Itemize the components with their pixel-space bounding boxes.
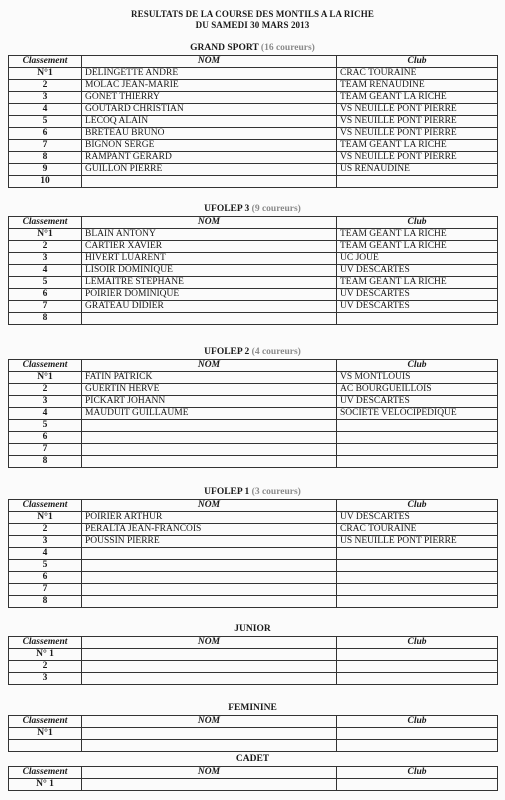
table-row <box>9 372 498 384</box>
results-table <box>8 216 498 325</box>
rank-cell: 2 <box>9 241 82 253</box>
table-row <box>9 277 498 289</box>
rank-cell: 2 <box>9 80 82 92</box>
table-row <box>9 80 498 92</box>
section-name: UFOLEP 3 <box>204 204 250 214</box>
rank-cell: 2 <box>9 384 82 396</box>
rider-name-cell <box>82 584 337 596</box>
rank-cell: 7 <box>9 140 82 152</box>
rider-name-cell: RAMPANT GERARD <box>82 152 337 164</box>
section-title <box>8 624 497 635</box>
club-cell: TEAM GEANT LA RICHE <box>337 277 498 289</box>
club-cell: UC JOUE <box>337 253 498 265</box>
rank-cell: N° 1 <box>9 649 82 661</box>
section-name: GRAND SPORT <box>190 43 259 53</box>
rank-cell: N°1 <box>9 728 82 740</box>
section-2 <box>8 347 497 468</box>
header-classement: Classement <box>9 217 82 229</box>
club-cell <box>337 673 498 685</box>
club-cell <box>337 661 498 673</box>
section-3 <box>8 487 497 608</box>
rank-cell: 9 <box>9 164 82 176</box>
table-row <box>9 661 498 673</box>
section-title <box>8 703 497 714</box>
rider-name-cell: GUERTIN HERVE <box>82 384 337 396</box>
club-cell <box>337 649 498 661</box>
club-cell <box>337 779 498 791</box>
section-title <box>8 43 497 54</box>
header-club: Club <box>337 56 498 68</box>
header-nom: NOM <box>82 500 337 512</box>
club-cell: TEAM GEANT LA RICHE <box>337 92 498 104</box>
table-row <box>9 548 498 560</box>
results-table <box>8 636 498 685</box>
rank-cell: 6 <box>9 432 82 444</box>
table-row <box>9 313 498 325</box>
rank-cell: 7 <box>9 584 82 596</box>
table-row <box>9 229 498 241</box>
rider-name-cell <box>82 649 337 661</box>
rank-cell: 3 <box>9 396 82 408</box>
club-cell <box>337 584 498 596</box>
header-nom: NOM <box>82 56 337 68</box>
header-club: Club <box>337 637 498 649</box>
rank-cell: 8 <box>9 152 82 164</box>
club-cell: VS NEUILLE PONT PIERRE <box>337 128 498 140</box>
rank-cell: 3 <box>9 92 82 104</box>
club-cell: UV DESCARTES <box>337 265 498 277</box>
section-4 <box>8 624 497 685</box>
club-cell: VS NEUILLE PONT PIERRE <box>337 116 498 128</box>
rank-cell: 6 <box>9 289 82 301</box>
results-table <box>8 766 498 791</box>
club-cell: AC BOURGUEILLOIS <box>337 384 498 396</box>
rank-cell: 4 <box>9 548 82 560</box>
table-row <box>9 740 498 752</box>
club-cell: UV DESCARTES <box>337 289 498 301</box>
rank-cell: 5 <box>9 420 82 432</box>
club-cell <box>337 740 498 752</box>
section-title <box>8 347 497 358</box>
header-club: Club <box>337 767 498 779</box>
table-row <box>9 649 498 661</box>
rider-name-cell <box>82 548 337 560</box>
header-club: Club <box>337 500 498 512</box>
rank-cell: 8 <box>9 456 82 468</box>
club-cell <box>337 432 498 444</box>
rank-cell: 3 <box>9 253 82 265</box>
table-row <box>9 536 498 548</box>
rider-name-cell: POIRIER ARTHUR <box>82 512 337 524</box>
table-row <box>9 408 498 420</box>
table-row <box>9 524 498 536</box>
header-nom: NOM <box>82 637 337 649</box>
rider-name-cell <box>82 740 337 752</box>
rider-name-cell: BIGNON SERGE <box>82 140 337 152</box>
table-row <box>9 420 498 432</box>
section-name: FEMININE <box>228 703 277 713</box>
club-cell: US RENAUDINE <box>337 164 498 176</box>
rider-name-cell <box>82 420 337 432</box>
club-cell <box>337 313 498 325</box>
document-title-line-2: DU SAMEDI 30 MARS 2013 <box>195 20 310 30</box>
header-classement: Classement <box>9 360 82 372</box>
rank-cell: 2 <box>9 661 82 673</box>
rank-cell: 8 <box>9 313 82 325</box>
table-row <box>9 432 498 444</box>
table-row <box>9 444 498 456</box>
rider-name-cell: MOLAC JEAN-MARIE <box>82 80 337 92</box>
results-table <box>8 359 498 468</box>
club-cell: TEAM GEANT LA RICHE <box>337 241 498 253</box>
club-cell: UV DESCARTES <box>337 512 498 524</box>
rank-cell: 3 <box>9 673 82 685</box>
header-classement: Classement <box>9 500 82 512</box>
rider-name-cell: GUILLON PIERRE <box>82 164 337 176</box>
section-name: JUNIOR <box>234 624 271 634</box>
club-cell: UV DESCARTES <box>337 396 498 408</box>
rank-cell <box>9 740 82 752</box>
rider-name-cell: GOUTARD CHRISTIAN <box>82 104 337 116</box>
table-row <box>9 140 498 152</box>
rank-cell: 7 <box>9 301 82 313</box>
rider-name-cell <box>82 560 337 572</box>
table-row <box>9 176 498 188</box>
header-classement: Classement <box>9 56 82 68</box>
rank-cell: 2 <box>9 524 82 536</box>
club-cell: UV DESCARTES <box>337 301 498 313</box>
table-row <box>9 512 498 524</box>
rider-name-cell: CARTIER XAVIER <box>82 241 337 253</box>
table-row <box>9 560 498 572</box>
rank-cell: 5 <box>9 116 82 128</box>
club-cell <box>337 728 498 740</box>
table-row <box>9 301 498 313</box>
rank-cell: 8 <box>9 596 82 608</box>
table-row <box>9 396 498 408</box>
rider-name-cell: HIVERT LUARENT <box>82 253 337 265</box>
club-cell: TEAM GEANT LA RICHE <box>337 140 498 152</box>
header-nom: NOM <box>82 217 337 229</box>
table-row <box>9 289 498 301</box>
table-row <box>9 572 498 584</box>
club-cell: US NEUILLE PONT PIERRE <box>337 536 498 548</box>
rider-name-cell: BRETEAU BRUNO <box>82 128 337 140</box>
table-row <box>9 68 498 80</box>
club-cell: VS NEUILLE PONT PIERRE <box>337 152 498 164</box>
section-0 <box>8 43 497 188</box>
rider-name-cell <box>82 572 337 584</box>
table-row <box>9 596 498 608</box>
rider-name-cell: MAUDUIT GUILLAUME <box>82 408 337 420</box>
rider-name-cell: PERALTA JEAN-FRANCOIS <box>82 524 337 536</box>
rider-name-cell <box>82 779 337 791</box>
rank-cell: 3 <box>9 536 82 548</box>
results-table <box>8 55 498 188</box>
club-cell <box>337 444 498 456</box>
section-count: (3 coureurs) <box>251 487 301 497</box>
rank-cell: 6 <box>9 572 82 584</box>
rider-name-cell <box>82 313 337 325</box>
rank-cell: 6 <box>9 128 82 140</box>
rank-cell: N°1 <box>9 372 82 384</box>
table-row <box>9 728 498 740</box>
club-cell: VS MONTLOUIS <box>337 372 498 384</box>
table-row <box>9 92 498 104</box>
section-name: UFOLEP 1 <box>204 487 250 497</box>
rank-cell: 7 <box>9 444 82 456</box>
table-header-row <box>9 637 498 649</box>
table-row <box>9 673 498 685</box>
rank-cell: 5 <box>9 560 82 572</box>
table-header-row <box>9 767 498 779</box>
rider-name-cell: LECOQ ALAIN <box>82 116 337 128</box>
section-name: CADET <box>235 754 270 764</box>
rank-cell: 10 <box>9 176 82 188</box>
header-classement: Classement <box>9 767 82 779</box>
section-title <box>8 487 497 498</box>
rider-name-cell <box>82 661 337 673</box>
club-cell: TEAM GEANT LA RICHE <box>337 229 498 241</box>
rank-cell: 4 <box>9 104 82 116</box>
table-row <box>9 456 498 468</box>
rider-name-cell <box>82 432 337 444</box>
section-6 <box>8 754 497 791</box>
rider-name-cell: GONET THIERRY <box>82 92 337 104</box>
rank-cell: 4 <box>9 408 82 420</box>
header-classement: Classement <box>9 716 82 728</box>
club-cell: CRAC TOURAINE <box>337 68 498 80</box>
header-nom: NOM <box>82 716 337 728</box>
rider-name-cell <box>82 176 337 188</box>
section-name: UFOLEP 2 <box>204 347 250 357</box>
header-club: Club <box>337 360 498 372</box>
section-count: (9 coureurs) <box>251 204 301 214</box>
rider-name-cell: POUSSIN PIERRE <box>82 536 337 548</box>
table-row <box>9 584 498 596</box>
table-header-row <box>9 56 498 68</box>
section-5 <box>8 703 497 752</box>
club-cell: VS NEUILLE PONT PIERRE <box>337 104 498 116</box>
table-row <box>9 779 498 791</box>
rank-cell: N°1 <box>9 512 82 524</box>
header-classement: Classement <box>9 637 82 649</box>
rider-name-cell <box>82 728 337 740</box>
section-count: (4 coureurs) <box>251 347 301 357</box>
header-nom: NOM <box>82 767 337 779</box>
rider-name-cell <box>82 456 337 468</box>
table-header-row <box>9 217 498 229</box>
table-header-row <box>9 360 498 372</box>
rider-name-cell: BLAIN ANTONY <box>82 229 337 241</box>
table-row <box>9 384 498 396</box>
club-cell <box>337 596 498 608</box>
rider-name-cell: GRATEAU DIDIER <box>82 301 337 313</box>
rider-name-cell <box>82 444 337 456</box>
table-row <box>9 104 498 116</box>
rider-name-cell: PICKART JOHANN <box>82 396 337 408</box>
rank-cell: 5 <box>9 277 82 289</box>
rider-name-cell <box>82 673 337 685</box>
table-row <box>9 152 498 164</box>
header-club: Club <box>337 716 498 728</box>
club-cell <box>337 572 498 584</box>
table-row <box>9 128 498 140</box>
section-title <box>8 754 497 765</box>
section-count: (16 coureurs) <box>260 43 315 53</box>
results-table <box>8 499 498 608</box>
club-cell <box>337 420 498 432</box>
club-cell <box>337 560 498 572</box>
club-cell <box>337 548 498 560</box>
rider-name-cell: LISOIR DOMINIQUE <box>82 265 337 277</box>
rank-cell: N° 1 <box>9 779 82 791</box>
club-cell: SOCIETE VELOCIPEDIQUE <box>337 408 498 420</box>
rider-name-cell: DELINGETTE ANDRE <box>82 68 337 80</box>
rider-name-cell: LEMAITRE STEPHANE <box>82 277 337 289</box>
header-nom: NOM <box>82 360 337 372</box>
club-cell <box>337 176 498 188</box>
rider-name-cell <box>82 596 337 608</box>
section-title <box>8 204 497 215</box>
table-header-row <box>9 500 498 512</box>
club-cell: TEAM RENAUDINE <box>337 80 498 92</box>
club-cell: CRAC TOURAINE <box>337 524 498 536</box>
table-row <box>9 241 498 253</box>
rider-name-cell: FATIN PATRICK <box>82 372 337 384</box>
rank-cell: N°1 <box>9 68 82 80</box>
table-header-row <box>9 716 498 728</box>
rank-cell: N°1 <box>9 229 82 241</box>
rank-cell: 4 <box>9 265 82 277</box>
header-club: Club <box>337 217 498 229</box>
table-row <box>9 265 498 277</box>
rider-name-cell: POIRIER DOMINIQUE <box>82 289 337 301</box>
table-row <box>9 253 498 265</box>
document-title-line-1: RESULTATS DE LA COURSE DES MONTILS A LA RICHE <box>131 9 374 19</box>
club-cell <box>337 456 498 468</box>
section-1 <box>8 204 497 325</box>
table-row <box>9 116 498 128</box>
table-row <box>9 164 498 176</box>
results-table <box>8 715 498 752</box>
